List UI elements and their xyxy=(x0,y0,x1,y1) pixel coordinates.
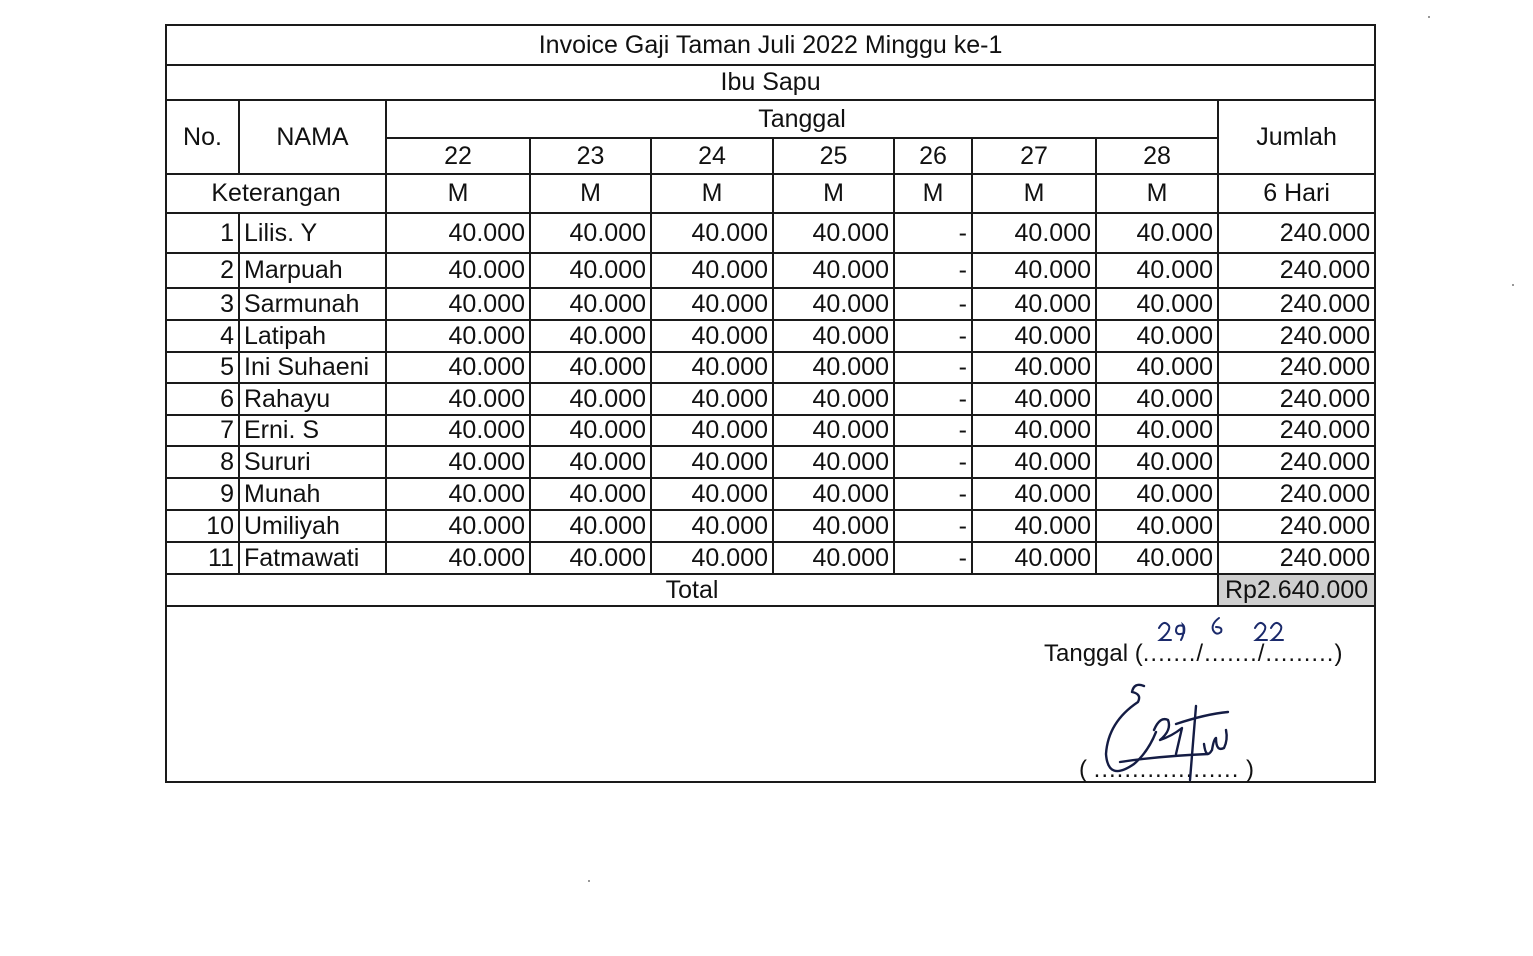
row-value: 40.000 xyxy=(651,478,773,510)
row-value: - xyxy=(894,542,972,574)
sig-open: ( xyxy=(1079,756,1087,783)
date-header: 27 xyxy=(972,138,1096,174)
table-row xyxy=(167,288,1374,320)
row-value: 40.000 xyxy=(1096,253,1218,288)
invoice-document xyxy=(165,24,1376,783)
table-row xyxy=(167,415,1374,446)
row-value: 40.000 xyxy=(386,510,530,542)
row-value: 40.000 xyxy=(651,383,773,415)
date-dots: ......./......./......... xyxy=(1142,640,1335,667)
row-value: - xyxy=(894,510,972,542)
row-value: 40.000 xyxy=(530,510,651,542)
row-jumlah: 240.000 xyxy=(1218,542,1374,574)
row-number: 1 xyxy=(167,213,239,253)
handwritten-signature-icon xyxy=(1092,678,1242,808)
header-jumlah: Jumlah xyxy=(1218,100,1374,174)
total-label: Total xyxy=(167,574,1218,606)
row-jumlah: 240.000 xyxy=(1218,415,1374,446)
row-number: 9 xyxy=(167,478,239,510)
invoice-subtitle: Ibu Sapu xyxy=(167,65,1374,100)
row-value: 40.000 xyxy=(972,253,1096,288)
row-value: - xyxy=(894,415,972,446)
header-tanggal: Tanggal xyxy=(386,100,1218,138)
keterangan-code: M xyxy=(530,174,651,213)
row-value: 40.000 xyxy=(972,320,1096,352)
row-name: Munah xyxy=(239,478,386,510)
row-value: 40.000 xyxy=(386,478,530,510)
date-header: 22 xyxy=(386,138,530,174)
table-row xyxy=(167,542,1374,574)
row-value: 40.000 xyxy=(386,542,530,574)
row-name: Latipah xyxy=(239,320,386,352)
invoice-title: Invoice Gaji Taman Juli 2022 Minggu ke-1 xyxy=(167,26,1374,65)
row-value: - xyxy=(894,352,972,383)
row-value: 40.000 xyxy=(773,510,894,542)
row-value: 40.000 xyxy=(651,253,773,288)
header-no: No. xyxy=(167,100,239,174)
row-value: 40.000 xyxy=(1096,542,1218,574)
date-close: ) xyxy=(1334,640,1343,667)
row-value: 40.000 xyxy=(1096,288,1218,320)
row-value: - xyxy=(894,446,972,478)
row-jumlah: 240.000 xyxy=(1218,383,1374,415)
row-jumlah: 240.000 xyxy=(1218,288,1374,320)
row-value: 40.000 xyxy=(651,446,773,478)
keterangan-code: M xyxy=(972,174,1096,213)
row-value: 40.000 xyxy=(530,542,651,574)
row-number: 11 xyxy=(167,542,239,574)
row-value: 40.000 xyxy=(651,320,773,352)
date-header: 23 xyxy=(530,138,651,174)
row-value: 40.000 xyxy=(530,446,651,478)
keterangan-code: M xyxy=(386,174,530,213)
total-value: Rp2.640.000 xyxy=(1218,574,1374,606)
row-jumlah: 240.000 xyxy=(1218,320,1374,352)
row-value: 40.000 xyxy=(386,213,530,253)
row-jumlah: 240.000 xyxy=(1218,510,1374,542)
row-value: 40.000 xyxy=(773,542,894,574)
scan-speck xyxy=(588,880,590,882)
table-row xyxy=(167,510,1374,542)
date-header: 24 xyxy=(651,138,773,174)
header-nama: NAMA xyxy=(239,100,386,174)
row-value: 40.000 xyxy=(773,383,894,415)
row-value: 40.000 xyxy=(972,288,1096,320)
row-value: 40.000 xyxy=(972,415,1096,446)
row-value: 40.000 xyxy=(530,478,651,510)
row-value: 40.000 xyxy=(386,320,530,352)
keterangan-code: M xyxy=(1096,174,1218,213)
sig-close: ) xyxy=(1246,756,1255,783)
row-value: 40.000 xyxy=(386,446,530,478)
row-value: - xyxy=(894,383,972,415)
row-value: 40.000 xyxy=(651,213,773,253)
row-jumlah: 240.000 xyxy=(1218,478,1374,510)
row-value: 40.000 xyxy=(972,510,1096,542)
row-value: 40.000 xyxy=(651,352,773,383)
header-keterangan: Keterangan xyxy=(167,174,386,213)
jumlah-hari: 6 Hari xyxy=(1218,174,1374,213)
row-value: 40.000 xyxy=(530,415,651,446)
row-name: Lilis. Y xyxy=(239,213,386,253)
row-name: Marpuah xyxy=(239,253,386,288)
row-value: 40.000 xyxy=(1096,446,1218,478)
table-row xyxy=(167,320,1374,352)
row-number: 8 xyxy=(167,446,239,478)
row-value: 40.000 xyxy=(773,352,894,383)
row-name: Sarmunah xyxy=(239,288,386,320)
row-value: 40.000 xyxy=(530,253,651,288)
row-value: 40.000 xyxy=(651,288,773,320)
row-name: Rahayu xyxy=(239,383,386,415)
table-row xyxy=(167,446,1374,478)
row-value: 40.000 xyxy=(972,383,1096,415)
row-value: 40.000 xyxy=(773,320,894,352)
row-value: 40.000 xyxy=(1096,478,1218,510)
date-label: Tanggal ( xyxy=(1044,640,1143,667)
row-value: 40.000 xyxy=(1096,352,1218,383)
row-number: 6 xyxy=(167,383,239,415)
row-value: 40.000 xyxy=(972,446,1096,478)
row-value: 40.000 xyxy=(651,542,773,574)
row-value: 40.000 xyxy=(530,213,651,253)
row-name: Fatmawati xyxy=(239,542,386,574)
row-number: 4 xyxy=(167,320,239,352)
table-row xyxy=(167,478,1374,510)
row-jumlah: 240.000 xyxy=(1218,446,1374,478)
row-value: 40.000 xyxy=(1096,415,1218,446)
row-value: 40.000 xyxy=(530,383,651,415)
row-number: 10 xyxy=(167,510,239,542)
row-value: 40.000 xyxy=(386,288,530,320)
row-value: 40.000 xyxy=(530,320,651,352)
row-value: 40.000 xyxy=(530,288,651,320)
signature-area xyxy=(167,608,1374,781)
table-row xyxy=(167,213,1374,253)
row-number: 3 xyxy=(167,288,239,320)
scan-speck xyxy=(1512,284,1514,286)
row-number: 5 xyxy=(167,352,239,383)
handwritten-date xyxy=(1153,614,1303,654)
row-number: 2 xyxy=(167,253,239,288)
row-name: Sururi xyxy=(239,446,386,478)
keterangan-code: M xyxy=(651,174,773,213)
row-jumlah: 240.000 xyxy=(1218,213,1374,253)
row-number: 7 xyxy=(167,415,239,446)
row-value: 40.000 xyxy=(773,253,894,288)
table-row xyxy=(167,383,1374,415)
row-value: 40.000 xyxy=(386,383,530,415)
row-name: Umiliyah xyxy=(239,510,386,542)
row-jumlah: 240.000 xyxy=(1218,352,1374,383)
row-name: Ini Suhaeni xyxy=(239,352,386,383)
row-value: 40.000 xyxy=(773,288,894,320)
row-value: - xyxy=(894,253,972,288)
table-row xyxy=(167,253,1374,288)
row-value: 40.000 xyxy=(386,253,530,288)
row-value: - xyxy=(894,320,972,352)
row-value: 40.000 xyxy=(386,415,530,446)
row-value: 40.000 xyxy=(972,542,1096,574)
row-value: 40.000 xyxy=(972,352,1096,383)
row-value: 40.000 xyxy=(773,213,894,253)
date-header: 28 xyxy=(1096,138,1218,174)
row-value: - xyxy=(894,478,972,510)
row-value: - xyxy=(894,288,972,320)
scan-speck xyxy=(1428,16,1430,18)
sig-dots: ................... xyxy=(1093,756,1240,783)
row-value: 40.000 xyxy=(530,352,651,383)
keterangan-code: M xyxy=(773,174,894,213)
row-value: 40.000 xyxy=(773,478,894,510)
row-jumlah: 240.000 xyxy=(1218,253,1374,288)
row-value: 40.000 xyxy=(651,510,773,542)
row-value: 40.000 xyxy=(386,352,530,383)
table-row xyxy=(167,352,1374,383)
row-value: 40.000 xyxy=(651,415,773,446)
row-value: 40.000 xyxy=(972,478,1096,510)
row-value: 40.000 xyxy=(773,415,894,446)
row-value: 40.000 xyxy=(1096,510,1218,542)
row-value: 40.000 xyxy=(1096,383,1218,415)
row-value: - xyxy=(894,213,972,253)
date-header: 26 xyxy=(894,138,972,174)
date-header: 25 xyxy=(773,138,894,174)
invoice-table xyxy=(167,26,1374,607)
row-value: 40.000 xyxy=(972,213,1096,253)
keterangan-code: M xyxy=(894,174,972,213)
total-row xyxy=(167,574,1374,606)
row-value: 40.000 xyxy=(1096,213,1218,253)
row-value: 40.000 xyxy=(773,446,894,478)
row-value: 40.000 xyxy=(1096,320,1218,352)
row-name: Erni. S xyxy=(239,415,386,446)
